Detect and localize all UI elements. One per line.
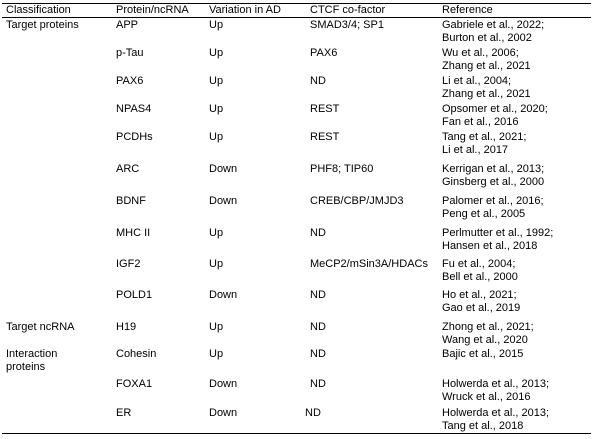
- row-variation: Down: [209, 289, 238, 301]
- row-classification: proteins: [6, 361, 46, 373]
- row-name: NPAS4: [116, 103, 152, 115]
- row-reference: Bell et al., 2000: [442, 271, 518, 283]
- row-variation: Down: [209, 163, 238, 175]
- row-cofactor: MeCP2/mSin3A/HDACs: [310, 258, 428, 270]
- row-cofactor: ND: [310, 321, 326, 333]
- row-cofactor: REST: [310, 103, 340, 115]
- row-reference: Hansen et al., 2018: [442, 240, 538, 252]
- row-cofactor: ND: [310, 289, 326, 301]
- row-cofactor: SMAD3/4; SP1: [310, 19, 384, 31]
- row-reference: Zhang et al., 2021: [442, 88, 531, 100]
- row-variation: Up: [209, 19, 224, 31]
- row-name: IGF2: [116, 258, 141, 270]
- row-reference: Gabriele et al., 2022;: [442, 19, 545, 31]
- row-variation: Down: [209, 195, 238, 207]
- row-name: APP: [116, 19, 139, 31]
- row-reference: Fan et al., 2016: [442, 116, 519, 128]
- row-name: PCDHs: [116, 131, 153, 143]
- header-variation: Variation in AD: [209, 4, 281, 16]
- row-name: p-Tau: [116, 47, 144, 59]
- row-name: BDNF: [116, 195, 146, 207]
- row-reference: Opsomer et al., 2020;: [442, 103, 548, 115]
- row-reference: Holwerda et al., 2013;: [442, 378, 550, 390]
- row-reference: Zhang et al., 2021: [442, 60, 531, 72]
- row-reference: Burton et al., 2002: [442, 32, 532, 44]
- row-reference: Fu et al., 2004;: [442, 258, 516, 270]
- row-reference: Tang et al., 2018: [442, 420, 524, 432]
- row-cofactor: ND: [310, 378, 326, 390]
- row-reference: Kerrigan et al., 2013;: [442, 163, 545, 175]
- row-name: POLD1: [116, 289, 153, 301]
- row-reference: Wang et al., 2020: [442, 334, 528, 346]
- row-variation: Up: [209, 131, 224, 143]
- row-cofactor: PAX6: [310, 47, 338, 59]
- row-variation: Up: [209, 258, 224, 270]
- row-cofactor: PHF8; TIP60: [310, 163, 374, 175]
- row-variation: Up: [209, 47, 224, 59]
- row-variation: Up: [209, 348, 224, 360]
- row-classification: Target proteins: [6, 19, 79, 31]
- row-variation: Up: [209, 227, 224, 239]
- bottom-rule: [2, 433, 591, 434]
- row-reference: Peng et al., 2005: [442, 208, 526, 220]
- row-cofactor: ND: [305, 407, 321, 419]
- row-reference: Li et al., 2004;: [442, 75, 512, 87]
- row-variation: Up: [209, 75, 224, 87]
- row-cofactor: ND: [310, 227, 326, 239]
- row-reference: Ginsberg et al., 2000: [442, 176, 545, 188]
- row-reference: Gao et al., 2019: [442, 302, 521, 314]
- row-name: Cohesin: [116, 348, 157, 360]
- row-reference: Wu et al., 2006;: [442, 47, 519, 59]
- row-variation: Up: [209, 103, 224, 115]
- row-reference: Ho et al., 2021;: [442, 289, 517, 301]
- header-classification: Classification: [6, 4, 71, 16]
- row-classification: Interaction: [6, 348, 58, 360]
- row-cofactor: CREB/CBP/JMJD3: [310, 195, 404, 207]
- row-reference: Zhong et al., 2021;: [442, 321, 534, 333]
- top-rule: [2, 3, 591, 4]
- row-reference: Holwerda et al., 2013;: [442, 407, 550, 419]
- header-reference: Reference: [442, 4, 493, 16]
- header-protein: Protein/ncRNA: [116, 4, 189, 16]
- row-variation: Down: [209, 407, 238, 419]
- row-classification: Target ncRNA: [6, 321, 75, 333]
- row-reference: Palomer et al., 2016;: [442, 195, 544, 207]
- row-name: H19: [116, 321, 137, 333]
- row-name: ER: [116, 407, 132, 419]
- row-variation: Up: [209, 321, 224, 333]
- header-rule: [2, 17, 591, 18]
- row-name: PAX6: [116, 75, 144, 87]
- row-cofactor: ND: [310, 75, 326, 87]
- row-reference: Li et al., 2017: [442, 144, 509, 156]
- row-reference: Bajic et al., 2015: [442, 348, 524, 360]
- row-reference: Wruck et al., 2016: [442, 391, 531, 403]
- row-name: FOXA1: [116, 378, 153, 390]
- row-variation: Down: [209, 378, 238, 390]
- row-reference: Perlmutter et al., 1992;: [442, 227, 554, 239]
- row-cofactor: ND: [310, 348, 326, 360]
- row-name: ARC: [116, 163, 140, 175]
- row-name: MHC II: [116, 227, 151, 239]
- row-cofactor: REST: [310, 131, 340, 143]
- header-cofactor: CTCF co-factor: [310, 4, 386, 16]
- row-reference: Tang et al., 2021;: [442, 131, 527, 143]
